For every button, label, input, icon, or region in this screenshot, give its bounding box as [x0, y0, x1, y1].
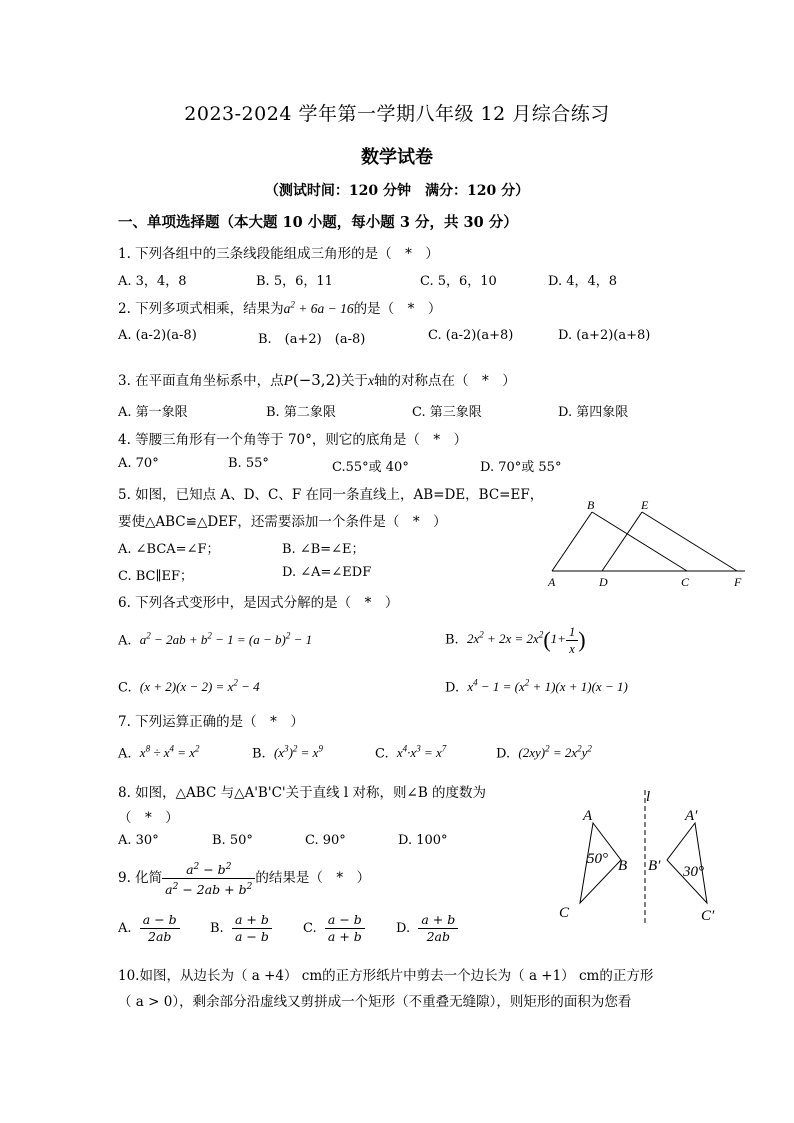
q9-option-b-label: B. — [210, 921, 224, 936]
q2-stem-pre: 2. 下列多项式相乘，结果为 — [118, 301, 284, 317]
q3-stem-mid: 关于 — [340, 373, 368, 389]
q3-stem-pre: 3. 在平面直角坐标系中，点 — [118, 373, 284, 389]
q5-side-de — [602, 512, 642, 571]
q3-axis: x — [367, 373, 374, 388]
q3-stem — [118, 369, 516, 390]
q9-stem-post: 的结果是（ * ） — [255, 870, 371, 887]
q6-option-b — [445, 624, 586, 657]
q5-label-f: F — [734, 575, 742, 589]
q9-option-c-fraction: $\frac{a - b}{a + b}$ — [325, 912, 365, 945]
q8-stem-line1: 8. 如图，△ABC 与△A'B'C'关于直线 l 对称，则∠B 的度数为 — [118, 785, 487, 801]
q9-option-d-fraction: $\frac{a + b}{2ab}$ — [418, 912, 458, 945]
q4-option-d: D. 70°或 55° — [480, 460, 562, 475]
q6-option-d-math: $x^4 - 1 = (x^2 + 1)(x + 1)(x - 1)$ — [467, 678, 628, 695]
q7-option-d — [496, 744, 592, 761]
q8-option-c: C. 90° — [305, 833, 346, 848]
exam-title: 2023-2024 学年第一学期八年级 12 月综合练习 — [184, 103, 610, 125]
q7-option-b — [252, 744, 323, 761]
q8-label-a: A — [583, 808, 593, 824]
q9-option-a-fraction: $\frac{a - b}{2ab}$ — [140, 912, 180, 945]
q5-label-e: E — [641, 498, 649, 512]
q1-option-d: D. 4，4，8 — [548, 274, 618, 289]
q5-label-b: B — [587, 498, 595, 512]
q9-option-b — [210, 912, 272, 945]
q7-option-b-label: B. — [252, 746, 266, 762]
q4-stem: 4. 等腰三角形有一个角等于 70°，则它的底角是（ * ） — [118, 432, 468, 448]
q8-triangle-abc-prime — [667, 823, 707, 903]
q3-coords: (−3,2) — [292, 371, 341, 389]
q3-option-a: A. 第一象限 — [118, 405, 188, 420]
q2-option-d: D. (a+2)(a+8) — [558, 328, 651, 343]
q9-option-b-fraction: $\frac{a + b}{a - b}$ — [232, 912, 272, 945]
q7-option-c-label: C. — [375, 746, 389, 762]
q3-stem-post: 轴的对称点在（ * ） — [373, 373, 516, 389]
q7-option-a-math: $x^8 \div x^4 = x^2$ — [139, 744, 200, 761]
q1-stem: 1. 下列各组中的三条线段能组成三角形的是（ * ） — [118, 246, 439, 262]
q9-option-a-label: A. — [118, 921, 132, 936]
q5-side-ef — [642, 512, 737, 571]
q8-symmetry-figure — [555, 785, 740, 930]
q6-option-c-label: C. — [118, 680, 132, 696]
q9-option-d-label: D. — [396, 921, 411, 936]
q4-option-b: B. 55° — [228, 456, 269, 471]
q9-option-d — [396, 912, 458, 945]
q5-label-a: A — [548, 575, 556, 589]
q1-option-c: C. 5，6，10 — [420, 274, 497, 289]
q10-stem-line2: （ a > 0），剩余部分沿虚线又剪拼成一个矩形（不重叠无缝隙），则矩形的面积为您看 — [118, 994, 632, 1010]
q5-option-c: C. BC∥EF； — [118, 569, 194, 584]
q6-option-b-label: B. — [445, 632, 459, 648]
section-heading: 一、单项选择题（本大题 10 小题，每小题 3 分，共 30 分） — [118, 214, 518, 231]
q4-option-c: C.55°或 40° — [332, 460, 409, 475]
q6-option-b-math: $2x^2 + 2x = 2x^2(1+$ $\frac{1}{x}$ ) — [466, 625, 586, 656]
q4-option-a: A. 70° — [118, 456, 159, 471]
exam-subtitle: 数学试卷 — [361, 147, 433, 168]
q8-stem-line2: （ * ） — [118, 810, 179, 826]
q5-label-d: D — [599, 575, 608, 589]
q8-label-b: B — [618, 858, 628, 874]
q2-stem — [118, 297, 441, 317]
q9-stem — [118, 859, 370, 898]
q7-option-a-label: A. — [118, 746, 132, 762]
q5-stem-line2: 要使△ABC≌△DEF，还需要添加一个条件是（ * ） — [118, 514, 447, 530]
q3-point: P — [283, 373, 293, 389]
q2-option-a: A. (a-2)(a-8) — [118, 328, 197, 343]
q6-option-a-label: A. — [118, 633, 132, 649]
q10-stem-line1: 10.如图，从边长为（ a +4） cm的正方形纸片中剪去一个边长为（ a +1） cm的正方形 — [118, 968, 654, 984]
q7-option-d-label: D. — [496, 746, 511, 762]
q5-option-d: D. ∠A=∠EDF — [282, 565, 372, 580]
q7-option-a — [118, 744, 200, 761]
q5-option-b: B. ∠B=∠E； — [282, 542, 365, 557]
q9-stem-pre: 9. 化简 — [118, 870, 163, 887]
q8-label-c-prime: C′ — [701, 908, 715, 924]
q5-stem-line1: 5. 如图，已知点 A、D、C、F 在同一条直线上，AB=DE，BC=EF， — [118, 487, 544, 503]
q7-stem: 7. 下列运算正确的是（ * ） — [118, 714, 304, 730]
q9-option-c-label: C. — [303, 921, 317, 936]
q8-angle-30: 30° — [683, 864, 704, 880]
q2-option-c: C. (a-2)(a+8) — [428, 328, 514, 343]
q2-stem-post: 的是（ * ） — [353, 301, 442, 317]
q8-label-c: C — [559, 905, 570, 921]
q6-option-c — [118, 678, 260, 695]
q7-option-b-math: $(x^3)^2 = x^9$ — [273, 744, 323, 761]
q9-option-a — [118, 912, 180, 945]
q7-option-c-math: $x^4\cdot x^3 = x^7$ — [396, 744, 447, 761]
q8-label-a-prime: A′ — [685, 808, 698, 824]
q2-expression: $a^2 + 6a - 16$ — [283, 299, 354, 316]
q2-option-b: B. (a+2) (a-8) — [258, 332, 366, 347]
q6-option-c-math: $(x + 2)(x - 2) = x^2 - 4$ — [139, 678, 260, 695]
q6-option-a — [118, 631, 312, 648]
q8-label-b-prime: B′ — [648, 858, 661, 874]
q9-option-c — [303, 912, 365, 945]
q5-triangle-figure — [540, 495, 755, 590]
q5-label-c: C — [681, 575, 690, 589]
q1-option-a: A. 3，4，8 — [118, 274, 187, 289]
q3-option-d: D. 第四象限 — [558, 405, 629, 420]
q5-option-a: A. ∠BCA=∠F； — [118, 542, 220, 557]
q8-option-a: A. 30° — [118, 833, 159, 848]
exam-info: （测试时间：120 分钟 满分：120 分） — [264, 183, 530, 199]
q8-option-b: B. 50° — [212, 833, 253, 848]
q5-side-bc — [592, 512, 687, 571]
q6-option-a-math: $a^2 - 2ab + b^2 - 1 = (a - b)^2 - 1$ — [139, 631, 313, 648]
q3-option-c: C. 第三象限 — [412, 405, 482, 420]
q7-option-c — [375, 744, 446, 761]
q8-angle-50: 50° — [587, 851, 608, 867]
q6-option-d — [445, 678, 628, 695]
q8-option-d: D. 100° — [398, 833, 448, 848]
q9-fraction: $\frac{a^2 - b^2}{a^2 - 2ab + b^2}$ — [162, 859, 255, 898]
q8-label-l: l — [646, 789, 651, 805]
q3-option-b: B. 第二象限 — [266, 405, 336, 420]
q1-option-b: B. 5，6，11 — [256, 274, 333, 289]
q6-stem: 6. 下列各式变形中，是因式分解的是（ * ） — [118, 595, 399, 611]
q5-side-ab — [552, 512, 592, 571]
q7-option-d-math: $(2xy)^2 = 2x^2y^2$ — [518, 744, 592, 761]
q6-option-d-label: D. — [445, 680, 460, 696]
